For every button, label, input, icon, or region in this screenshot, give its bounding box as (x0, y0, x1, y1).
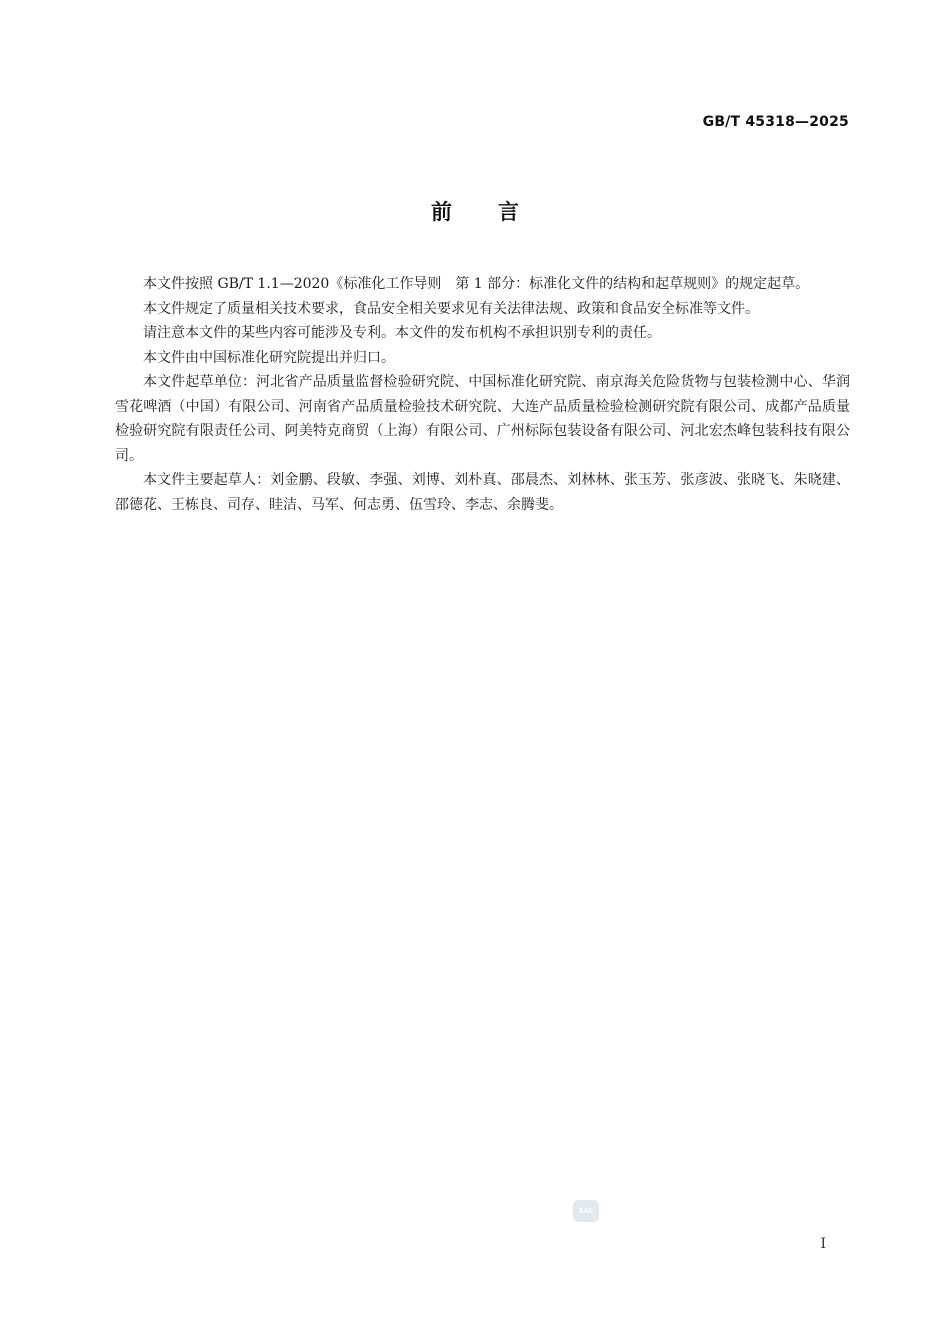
paragraph-scope-note: 本文件规定了质量相关技术要求，食品安全相关要求见有关法律法规、政策和食品安全标准等文件。 (143, 300, 759, 317)
sac-watermark-logo: SAC (573, 1200, 599, 1222)
page-title: 前言 (431, 200, 565, 224)
standard-code: GB/T 45318—2025 (702, 114, 849, 130)
paragraph-drafting-rules: 本文件按照 GB/T 1.1—2020《标准化工作导则 第 1 部分：标准化文件的结构和起草规则》的规定起草。 (143, 276, 810, 292)
page-number: I (820, 1236, 826, 1252)
paragraph-proposer: 本文件由中国标准化研究院提出并归口。 (143, 349, 395, 366)
paragraph-drafters: 本文件主要起草人：刘金鹏、段敏、李强、刘博、刘朴真、邵晨杰、刘林林、张玉芳、张彦波、张晓飞、朱晓建、邵德花、王栋良、司存、眭洁、马军、何志勇、伍雪玲、李志、余腾斐。 (115, 472, 850, 513)
paragraph-drafting-units: 本文件起草单位：河北省产品质量监督检验研究院、中国标准化研究院、南京海关危险货物与包装检测中心、华润雪花啤酒（中国）有限公司、河南省产品质量检验技术研究院、大连产品质量检验检测研究院有限公司、成都产品质量检验研究院有限责任公司、阿美特克商贸（上海）有限公司、广州标际包装设备有限公司、河北宏杰峰包装科技有限公司。 (115, 374, 850, 464)
foreword-body (115, 272, 850, 517)
paragraph-patent-notice: 请注意本文件的某些内容可能涉及专利。本文件的发布机构不承担识别专利的责任。 (143, 325, 661, 341)
